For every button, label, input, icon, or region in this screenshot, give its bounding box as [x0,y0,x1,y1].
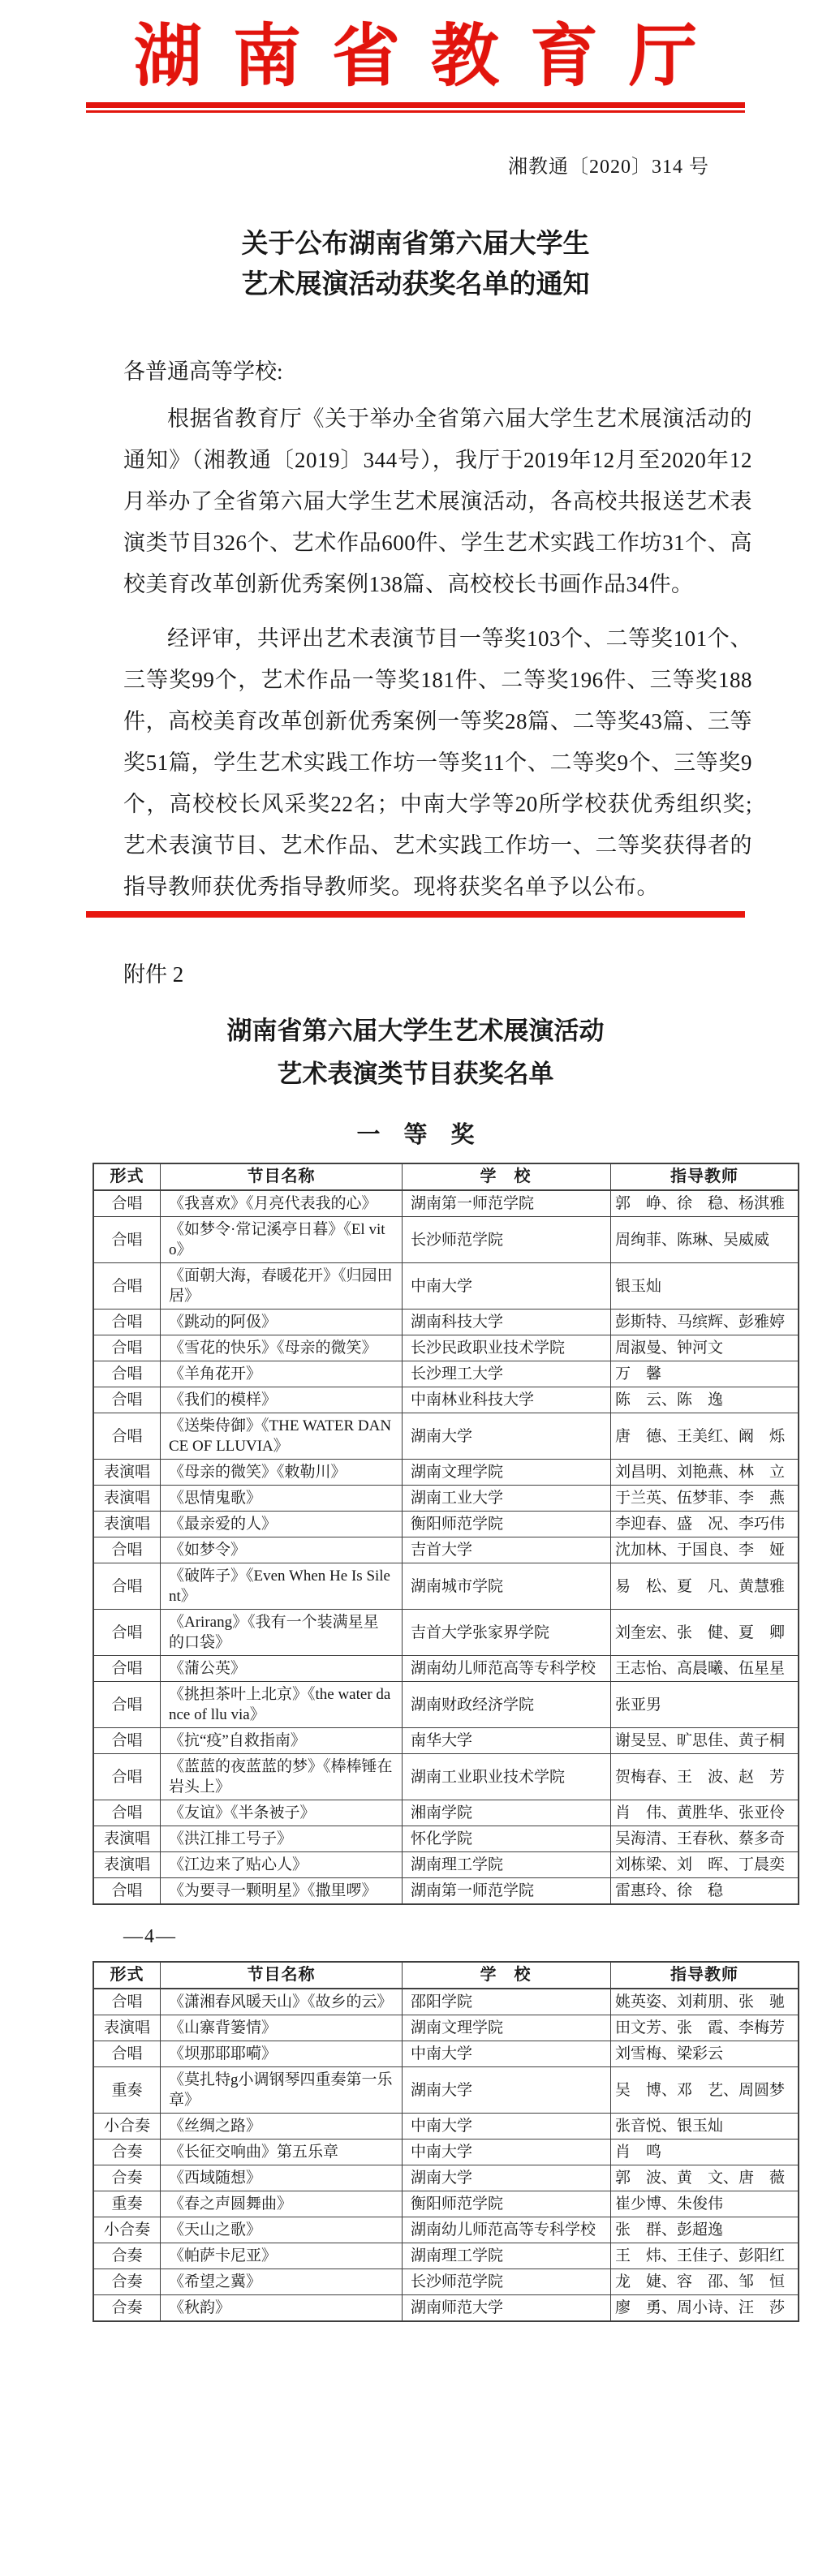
column-header: 学 校 [403,1163,611,1190]
red-divider-line [86,911,745,918]
table-cell: 南华大学 [403,1728,611,1754]
column-header: 指导教师 [611,1962,799,1989]
table-cell: 《雪花的快乐》《母亲的微笑》 [161,1335,403,1361]
table-cell: 贺梅春、王 波、赵 芳 [611,1754,799,1800]
table-cell: 湖南工业职业技术学院 [403,1754,611,1800]
table-cell: 刘栋梁、刘 晖、丁晨奕 [611,1852,799,1878]
table-cell: 肖 鸣 [611,2139,799,2165]
table-cell: 合唱 [93,1335,161,1361]
table-cell: 合唱 [93,1387,161,1413]
page-number: —4— [123,1926,177,1948]
table-cell: 表演唱 [93,1826,161,1852]
table-cell: 合唱 [93,1263,161,1310]
table-cell: 《帕萨卡尼亚》 [161,2243,403,2269]
table-cell: 《天山之歌》 [161,2217,403,2243]
attachment-title-line1: 湖南省第六届大学生艺术展演活动 [226,1017,605,1046]
table-cell: 湘南学院 [403,1800,611,1826]
table-cell: 《江边来了贴心人》 [161,1852,403,1878]
table-row [93,1361,799,1387]
table-cell: 合唱 [93,1878,161,1905]
table-cell: 陈 云、陈 逸 [611,1387,799,1413]
document-number: 湘教通〔2020〕314 号 [508,157,709,178]
column-header: 节目名称 [161,1163,403,1190]
table-cell: 《面朝大海，春暖花开》《归园田居》 [161,1263,403,1310]
table-row [93,2269,799,2295]
first-prize-table-page2 [93,1961,799,2322]
table-row [93,2015,799,2041]
table-cell: 合唱 [93,1217,161,1263]
table-cell: 《送柴侍御》《THE WATER DANCE OF LLUVIA》 [161,1413,403,1460]
table-cell: 《秋韵》 [161,2295,403,2322]
salutation: 各普通高等学校: [123,359,283,385]
table-cell: 张音悦、银玉灿 [611,2114,799,2139]
table-cell: 中南大学 [403,2041,611,2067]
table-cell: 合奏 [93,2243,161,2269]
table-cell: 雷惠玲、徐 稳 [611,1878,799,1905]
table-cell: 表演唱 [93,2015,161,2041]
table-cell: 合唱 [93,1656,161,1682]
table-cell: 合唱 [93,1310,161,1335]
column-header: 形式 [93,1962,161,1989]
table-cell: 湖南文理学院 [403,1460,611,1486]
table-cell: 湖南大学 [403,2165,611,2191]
table-cell: 表演唱 [93,1512,161,1537]
table-cell: 易 松、夏 凡、黄慧雅 [611,1563,799,1610]
table-cell: 张亚男 [611,1682,799,1728]
table-cell: 湖南文理学院 [403,2015,611,2041]
table-row [93,1387,799,1413]
table-cell: 中南大学 [403,1263,611,1310]
table-cell: 《潇湘春风暖天山》《故乡的云》 [161,1989,403,2015]
table-cell: 《如梦令》 [161,1537,403,1563]
table-cell: 合奏 [93,2165,161,2191]
table-row [93,2114,799,2139]
table-row [93,2067,799,2114]
table-cell: 吉首大学 [403,1537,611,1563]
table-cell: 湖南城市学院 [403,1563,611,1610]
table-cell: 长沙师范学院 [403,2269,611,2295]
table-cell: 《破阵子》《Even When He Is Silent》 [161,1563,403,1610]
table-cell: 《跳动的阿伋》 [161,1310,403,1335]
table-row [93,1310,799,1335]
table-cell: 周绚菲、陈琳、吴威威 [611,1217,799,1263]
table-cell: 《为要寻一颗明星》《撒里啰》 [161,1878,403,1905]
table-cell: 李迎春、盛 况、李巧伟 [611,1512,799,1537]
table-cell: 湖南幼儿师范高等专科学校 [403,1656,611,1682]
table-cell: 湖南大学 [403,2067,611,2114]
table-row [93,1610,799,1656]
table-cell: 合奏 [93,2295,161,2322]
table-cell: 《山寨背篓情》 [161,2015,403,2041]
table-cell: 合唱 [93,1728,161,1754]
table-cell: 表演唱 [93,1460,161,1486]
table-cell: 邵阳学院 [403,1989,611,2015]
table-cell: 《友谊》《半条被子》 [161,1800,403,1826]
table-cell: 《Arirang》《我有一个装满星星的口袋》 [161,1610,403,1656]
table-header-row [93,1163,799,1190]
table-cell: 《如梦令·常记溪亭日暮》《El vito》 [161,1217,403,1263]
column-header: 形式 [93,1163,161,1190]
table-cell: 《西域随想》 [161,2165,403,2191]
table-cell: 《我喜欢》《月亮代表我的心》 [161,1190,403,1217]
table-cell: 湖南第一师范学院 [403,1190,611,1217]
column-header: 学 校 [403,1962,611,1989]
table-cell: 重奏 [93,2191,161,2217]
table-row [93,1263,799,1310]
table-row [93,1728,799,1754]
table-row [93,1413,799,1460]
table-row [93,2041,799,2067]
table-row [93,1460,799,1486]
table-row [93,2295,799,2322]
table-cell: 合唱 [93,1413,161,1460]
table-cell: 湖南科技大学 [403,1310,611,1335]
table-row [93,1682,799,1728]
table-cell: 衡阳师范学院 [403,2191,611,2217]
table-row [93,1512,799,1537]
table-cell: 《挑担茶叶上北京》《the water dance of llu via》 [161,1682,403,1728]
table-row [93,1335,799,1361]
table-row [93,1800,799,1826]
table-cell: 唐 德、王美红、阚 烁 [611,1413,799,1460]
table-cell: 合唱 [93,1563,161,1610]
table-row [93,2243,799,2269]
table-cell: 中南大学 [403,2114,611,2139]
table-cell: 合唱 [93,1800,161,1826]
table-cell: 湖南财政经济学院 [403,1682,611,1728]
table-cell: 《坝那耶耶嗬》 [161,2041,403,2067]
table-cell: 中南大学 [403,2139,611,2165]
table-cell: 郭 峥、徐 稳、杨淇雅 [611,1190,799,1217]
table-cell: 龙 婕、容 邵、邹 恒 [611,2269,799,2295]
letterhead-double-rule [86,102,745,113]
table-row [93,2191,799,2217]
table-cell: 崔少博、朱俊伟 [611,2191,799,2217]
table-cell: 合唱 [93,1190,161,1217]
table-row [93,1826,799,1852]
table-cell: 《长征交响曲》第五乐章 [161,2139,403,2165]
table-cell: 湖南工业大学 [403,1486,611,1512]
table-cell: 合奏 [93,2269,161,2295]
table-cell: 湖南大学 [403,1413,611,1460]
table-cell: 表演唱 [93,1852,161,1878]
table-cell: 银玉灿 [611,1263,799,1310]
table-cell: 王志怡、高晨曦、伍星星 [611,1656,799,1682]
table-cell: 姚英姿、刘莉朋、张 驰 [611,1989,799,2015]
table-cell: 湖南理工学院 [403,1852,611,1878]
attachment-title [0,1009,831,1095]
table-cell: 表演唱 [93,1486,161,1512]
table-cell: 《蓝蓝的夜蓝蓝的梦》《棒棒锤在岩头上》 [161,1754,403,1800]
table-cell: 张 群、彭超逸 [611,2217,799,2243]
table-row [93,1563,799,1610]
table-cell: 吴海清、王春秋、蔡多奇 [611,1826,799,1852]
table-cell: 湖南第一师范学院 [403,1878,611,1905]
table-cell: 《思情鬼歌》 [161,1486,403,1512]
table-cell: 万 馨 [611,1361,799,1387]
table-cell: 合唱 [93,1537,161,1563]
attachment-title-line2: 艺术表演类节目获奖名单 [277,1060,554,1089]
table-cell: 合唱 [93,1754,161,1800]
notice-title-line1: 关于公布湖南省第六届大学生 [241,230,590,260]
table-header-row [93,1962,799,1989]
table-cell: 合奏 [93,2139,161,2165]
table-row [93,1852,799,1878]
table-cell: 沈加林、于国良、李 娅 [611,1537,799,1563]
table-row [93,2217,799,2243]
table-row [93,1217,799,1263]
table-cell: 中南林业科技大学 [403,1387,611,1413]
table-row [93,2139,799,2165]
table-cell: 周淑曼、钟河文 [611,1335,799,1361]
table-cell: 长沙师范学院 [403,1217,611,1263]
table-cell: 吴 博、邓 艺、周圆梦 [611,2067,799,2114]
table-cell: 王 炜、王佳子、彭阳红 [611,2243,799,2269]
table-cell: 彭斯特、马缤辉、彭雅婷 [611,1310,799,1335]
table-cell: 重奏 [93,2067,161,2114]
table-cell: 《希望之冀》 [161,2269,403,2295]
attachment-label: 附件 2 [123,962,184,987]
table-cell: 《洪江排工号子》 [161,1826,403,1852]
table-row [93,1878,799,1905]
table-cell: 合唱 [93,1989,161,2015]
table-cell: 合唱 [93,1682,161,1728]
table-cell: 《羊角花开》 [161,1361,403,1387]
table-cell: 《母亲的微笑》《敕勒川》 [161,1460,403,1486]
body-paragraph-2: 经评审，共评出艺术表演节目一等奖103个、二等奖101个、三等奖99个，艺术作品一等奖181件、二等奖196件、三等奖188件，高校美育改革创新优秀案例一等奖28篇、二等奖43篇、三等奖51篇，学生艺术实践工作坊一等奖11个、二等奖9个、三等奖9个，高校校长风采奖22名；中南大学等20所学校获优秀组织奖;艺术表演节目、艺术作品、艺术实践工作坊一、二等奖获得者的指导教师获优秀指导教师奖。现将获奖名单予以公布。 [123,626,752,900]
column-header: 节目名称 [161,1962,403,1989]
table-cell: 肖 伟、黄胜华、张亚伶 [611,1800,799,1826]
table-cell: 田文芳、张 霞、李梅芳 [611,2015,799,2041]
table-cell: 于兰英、伍梦菲、李 燕 [611,1486,799,1512]
notice-title-line2: 艺术展演活动获奖名单的通知 [241,270,590,300]
table-row [93,1989,799,2015]
table-row [93,1656,799,1682]
table-cell: 衡阳师范学院 [403,1512,611,1537]
table-cell: 怀化学院 [403,1826,611,1852]
table-cell: 《最亲爱的人》 [161,1512,403,1537]
table-row [93,1537,799,1563]
table-cell: 湖南师范大学 [403,2295,611,2322]
table-cell: 湖南理工学院 [403,2243,611,2269]
table-row [93,2165,799,2191]
first-prize-table-page1 [93,1163,799,1905]
table-row [93,1754,799,1800]
table-cell: 长沙民政职业技术学院 [403,1335,611,1361]
table-row [93,1486,799,1512]
table-cell: 《莫扎特g小调钢琴四重奏第一乐章》 [161,2067,403,2114]
letterhead-title: 湖南省教育厅 [133,19,728,95]
table-cell: 《抗“疫”自救指南》 [161,1728,403,1754]
table-cell: 《丝绸之路》 [161,2114,403,2139]
first-prize-heading: 一 等 奖 [356,1122,475,1149]
table-cell: 合唱 [93,1361,161,1387]
table-cell: 吉首大学张家界学院 [403,1610,611,1656]
table-cell: 《蒲公英》 [161,1656,403,1682]
notice-title [0,224,831,305]
table-cell: 合唱 [93,1610,161,1656]
table-cell: 湖南幼儿师范高等专科学校 [403,2217,611,2243]
body-paragraph-1: 根据省教育厅《关于举办全省第六届大学生艺术展演活动的通知》（湘教通〔2019〕344号），我厅于2019年12月至2020年12月举办了全省第六届大学生艺术展演活动，各高校共报送艺术表演类节目326个、艺术作品600件、学生艺术实践工作坊31个、高校美育改革创新优秀案例138篇、高校校长书画作品34件。 [123,406,752,597]
table-cell: 刘昌明、刘艳燕、林 立 [611,1460,799,1486]
table-cell: 合唱 [93,2041,161,2067]
table-cell: 《我们的模样》 [161,1387,403,1413]
table-cell: 小合奏 [93,2217,161,2243]
table-cell: 小合奏 [93,2114,161,2139]
table-cell: 谢旻昱、旷思佳、黄子桐 [611,1728,799,1754]
column-header: 指导教师 [611,1163,799,1190]
table-row [93,1190,799,1217]
table-cell: 廖 勇、周小诗、汪 莎 [611,2295,799,2322]
table-cell: 郭 波、黄 文、唐 薇 [611,2165,799,2191]
table-cell: 刘雪梅、梁彩云 [611,2041,799,2067]
table-cell: 长沙理工大学 [403,1361,611,1387]
table-cell: 《春之声圆舞曲》 [161,2191,403,2217]
table-cell: 刘奎宏、张 健、夏 卿 [611,1610,799,1656]
